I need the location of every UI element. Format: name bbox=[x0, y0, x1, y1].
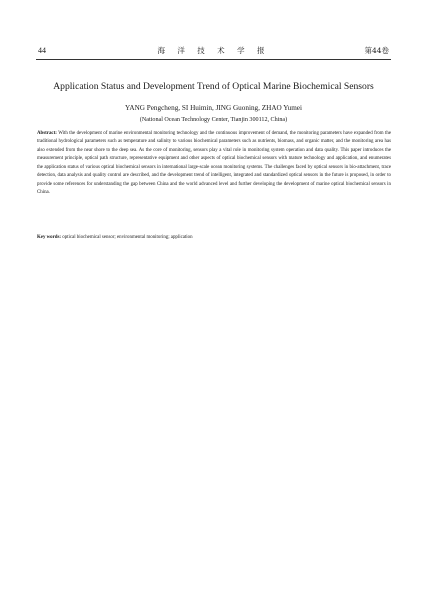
header-rule bbox=[36, 59, 391, 60]
journal-name: 海 洋 技 术 学 报 bbox=[157, 46, 270, 55]
volume-label: 第44卷 bbox=[364, 46, 389, 55]
abstract bbox=[37, 130, 391, 198]
keywords-text: optical biochemical sensor; environmental monitoring; application bbox=[62, 235, 193, 240]
page-number: 44 bbox=[38, 46, 46, 55]
paper-title: Application Status and Development Trend of Optical Marine Biochemical Sensors bbox=[53, 81, 374, 92]
keywords bbox=[37, 234, 391, 242]
author-list: YANG Pengcheng, SI Huimin, JING Guoning, ZHAO Yumei bbox=[124, 104, 302, 112]
abstract-text: With the development of marine environmental monitoring technology and the continuous improvement of demand, the monitoring parameters have expanded from the traditional hydrological parameters such as temperature and salinity to various biochemical parameters such as nutrients, biomass, and organic matter, and the monitoring area has also extended from the near shore to the deep sea. As the core of monitoring, sensors play a vital role in monitoring system operation and data quality. This paper introduces the measurement principle, optical path structure, representative equipment and other aspects of optical biochemical sensors with mature technology and application, and enumerates the application status of various optical biochemical sensors in international large-scale ocean monitoring systems. The challenges faced by optical sensors in bio-attachment, trace detection, data analysis and quality control are described, and the development trend of intelligent, integrated and standardized optical sensors in the future is proposed, in order to provide some references for understanding the gap between China and the world advanced level and further developing the development of marine optical biochemical sensors in China. bbox=[37, 131, 392, 196]
running-header bbox=[36, 44, 391, 58]
affiliation: (National Ocean Technology Center, Tianjin 300112, China) bbox=[139, 117, 288, 123]
keywords-label: Key words: bbox=[37, 235, 62, 240]
abstract-label: Abstract: bbox=[37, 131, 57, 136]
